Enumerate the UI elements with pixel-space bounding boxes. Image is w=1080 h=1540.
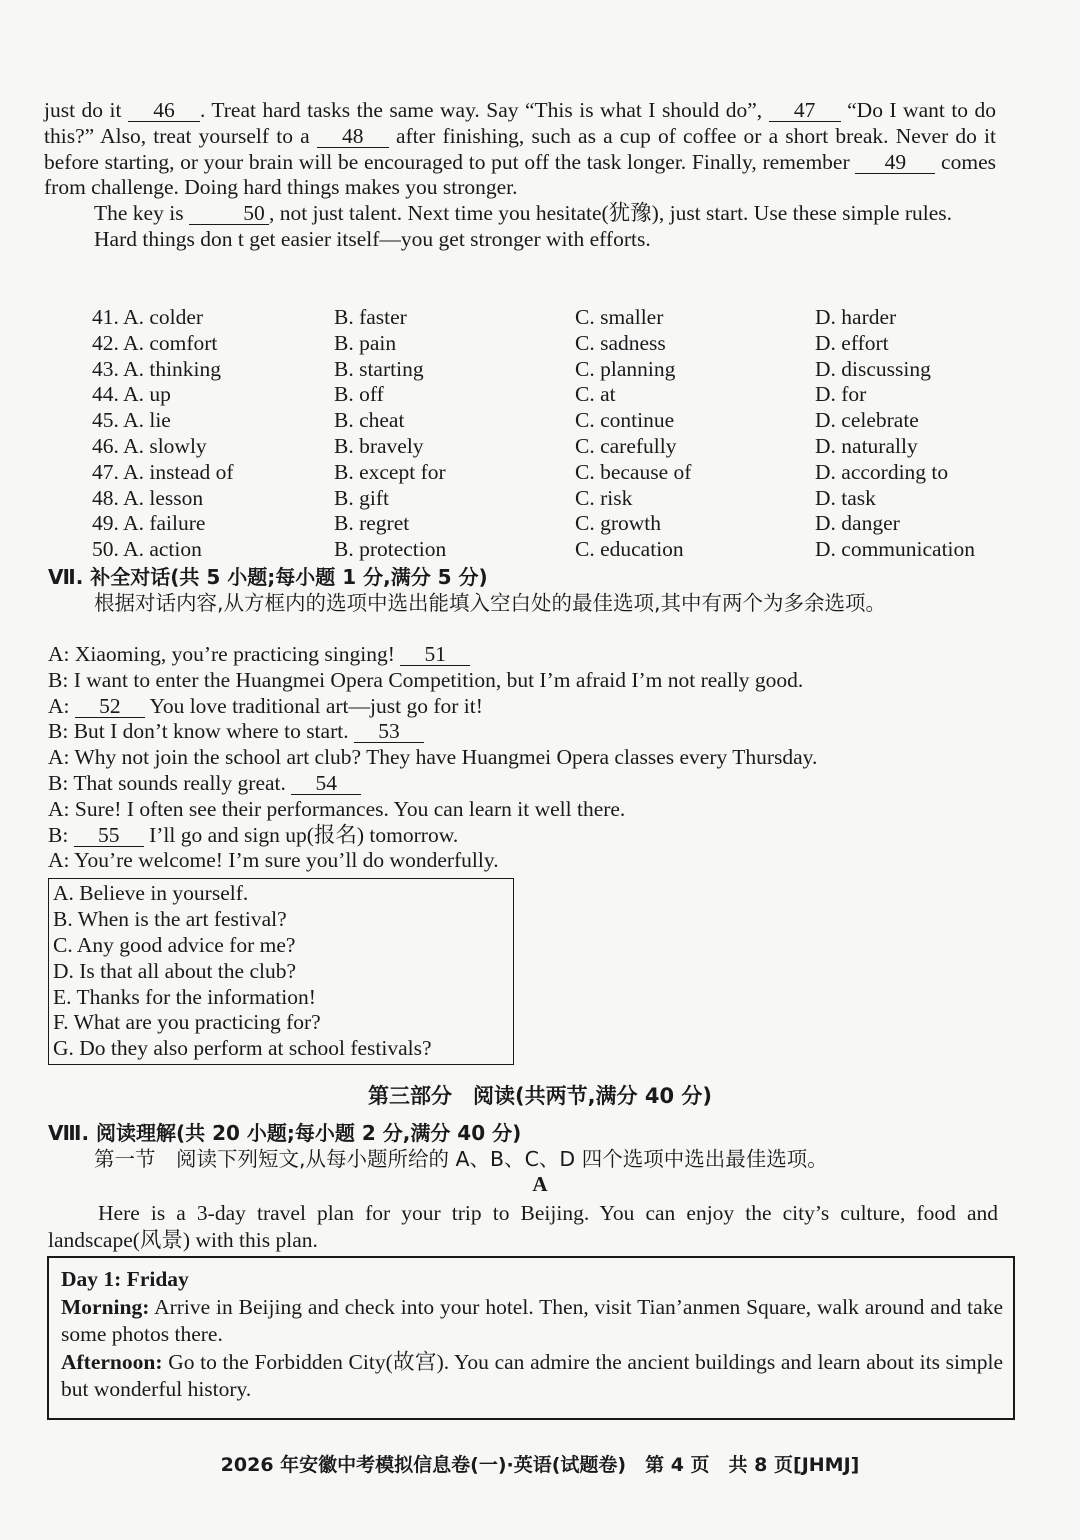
option-47-c: C. because of	[575, 459, 692, 484]
dialogue-text-after: You love traditional art—just go for it!	[144, 693, 483, 718]
option-row	[92, 486, 1002, 512]
speaker: A:	[48, 848, 70, 873]
option-row	[92, 382, 1002, 408]
blank-54: 54	[291, 772, 361, 795]
option-49-a: 49. A. failure	[92, 511, 206, 536]
option-49-b: B. regret	[334, 511, 410, 536]
option-48-a: 48. A. lesson	[92, 485, 204, 510]
choice-b: B. When is the art festival?	[53, 906, 287, 931]
option-49-c: C. growth	[575, 511, 661, 536]
option-42-b: B. pain	[334, 330, 397, 355]
option-row	[92, 305, 1002, 331]
option-45-c: C. continue	[575, 408, 675, 433]
option-41-c: C. smaller	[575, 305, 664, 329]
option-43-a: 43. A. thinking	[92, 356, 222, 381]
choice-f: F. What are you practicing for?	[53, 1010, 321, 1035]
passage-paragraph-3: Hard things don t get easier itself—you get stronger with efforts.	[94, 226, 651, 251]
option-43-c: C. planning	[575, 356, 676, 381]
blank-52: 52	[75, 695, 145, 718]
blank-46: 46	[128, 99, 200, 122]
speaker: A:	[48, 642, 70, 666]
dialogue-line	[48, 694, 998, 720]
option-row	[92, 357, 1002, 383]
option-42-a: 42. A. comfort	[92, 330, 218, 355]
section-7	[48, 564, 1000, 616]
dialogue-text: Xiaoming, you’re practicing singing!	[74, 642, 401, 666]
option-44-b: B. off	[334, 382, 384, 407]
option-41-d: D. harder	[815, 305, 897, 329]
plan-day: Day 1: Friday	[61, 1267, 189, 1291]
dialogue-text: That sounds really great.	[73, 770, 292, 795]
speaker: B:	[48, 770, 69, 795]
option-50-a: 50. A. action	[92, 537, 202, 562]
section-7-heading: Ⅶ. 补全对话(共 5 小题;每小题 1 分,满分 5 分)	[48, 565, 488, 589]
dialogue-text: You’re welcome! I’m sure you’ll do wonderfully.	[74, 848, 499, 873]
dialogue-line	[48, 719, 998, 745]
dialogue-text: But I don’t know where to start.	[73, 719, 354, 744]
option-row	[92, 408, 1002, 434]
option-43-b: B. starting	[334, 356, 424, 381]
speaker: A:	[48, 693, 70, 718]
dialogue-line	[48, 745, 998, 771]
speaker: B:	[48, 667, 69, 692]
option-47-a: 47. A. instead of	[92, 459, 234, 484]
speaker: A:	[48, 745, 70, 770]
blank-55: 55	[74, 824, 144, 847]
option-46-c: C. carefully	[575, 433, 677, 458]
section-8-heading: Ⅷ. 阅读理解(共 20 小题;每小题 2 分,满分 40 分)	[48, 1121, 522, 1145]
option-46-a: 46. A. slowly	[92, 433, 207, 458]
dialogue-line	[48, 642, 998, 668]
speaker: A:	[48, 796, 70, 821]
blank-51: 51	[400, 643, 470, 666]
dialogue-text: Why not join the school art club? They have Huangmei Opera classes every Thursday.	[74, 745, 818, 770]
option-46-d: D. naturally	[815, 433, 918, 458]
blank-53: 53	[354, 720, 424, 743]
choice-c: C. Any good advice for me?	[53, 932, 296, 957]
option-45-d: D. celebrate	[815, 408, 919, 433]
reading-intro	[48, 1200, 998, 1254]
option-41-a: 41. A. colder	[92, 305, 204, 329]
option-42-c: C. sadness	[575, 330, 666, 355]
choice-e: E. Thanks for the information!	[53, 984, 316, 1009]
option-48-c: C. risk	[575, 485, 633, 510]
choice-a: A. Believe in yourself.	[53, 881, 249, 905]
section-7-instruction: 根据对话内容,从方框内的选项中选出能填入空白处的最佳选项,其中有两个为多余选项。	[94, 591, 887, 615]
dialogue-line	[48, 848, 998, 874]
dialogue-text: Sure! I often see their performances. You can learn it well there.	[74, 796, 626, 821]
option-44-d: D. for	[815, 382, 867, 407]
section-8	[48, 1120, 1000, 1172]
option-48-b: B. gift	[334, 485, 389, 510]
option-48-d: D. task	[815, 485, 876, 510]
blank-47: 47	[769, 99, 841, 122]
passage-label: A	[532, 1172, 548, 1196]
blank-50: 50	[189, 202, 269, 225]
option-44-c: C. at	[575, 382, 616, 407]
option-50-d: D. communication	[815, 537, 976, 562]
cloze-options	[92, 305, 1002, 563]
choices-box	[48, 878, 514, 1065]
option-row	[92, 434, 1002, 460]
option-row	[92, 331, 1002, 357]
cloze-passage	[44, 98, 996, 253]
option-42-d: D. effort	[815, 330, 889, 355]
choice-g: G. Do they also perform at school festivals?	[53, 1036, 432, 1061]
option-43-d: D. discussing	[815, 356, 931, 381]
plan-afternoon: Afternoon: Go to the Forbidden City(故宫). You can admire the ancient buildings and learn about its simple but wonderful history.	[61, 1349, 1003, 1401]
speaker: B:	[48, 719, 69, 744]
option-row	[92, 511, 1002, 537]
choice-d: D. Is that all about the club?	[53, 958, 296, 983]
part-3-title: 第三部分 阅读(共两节,满分 40 分)	[367, 1084, 713, 1108]
option-49-d: D. danger	[815, 511, 900, 536]
speaker: B:	[48, 822, 69, 847]
dialogue	[48, 642, 998, 874]
passage-paragraph-2: The key is 50 , not just talent. Next time you hesitate(犹豫), just start. Use these simple rules.	[94, 201, 953, 226]
dialogue-line	[48, 771, 998, 797]
page-footer: 2026 年安徽中考模拟信息卷(一)·英语(试题卷) 第 4 页 共 8 页[JHMJ]	[220, 1454, 860, 1476]
option-row	[92, 537, 1002, 563]
option-47-d: D. according to	[815, 459, 949, 484]
option-50-b: B. protection	[334, 537, 447, 562]
passage-paragraph-1: just do it 46 . Treat hard tasks the same way. Say “This is what I should do”, 47 “Do I want to do this?” Also, treat yourself to a 48 after finishing, such as a cup of coffee or a short break. Never do it before starting, or your brain will be encouraged to put off the task longer. Finally, remember 49 comes from challenge. Doing hard things makes you stronger.	[44, 98, 997, 200]
intro-text: Here is a 3-day travel plan for your trip to Beijing. You can enjoy the city’s culture, food and landscape(风景) with this plan.	[48, 1201, 998, 1252]
plan-morning: Morning: Arrive in Beijing and check into your hotel. Then, visit Tian’anmen Square, walk around and take some photos there.	[61, 1294, 1003, 1346]
option-45-a: 45. A. lie	[92, 408, 171, 433]
option-row	[92, 460, 1002, 486]
option-50-c: C. education	[575, 537, 684, 562]
blank-49: 49	[855, 151, 935, 174]
section-8-instruction: 第一节 阅读下列短文,从每小题所给的 A、B、C、D 四个选项中选出最佳选项。	[94, 1147, 828, 1171]
option-45-b: B. cheat	[334, 408, 405, 433]
dialogue-text: I want to enter the Huangmei Opera Competition, but I’m afraid I’m not really good.	[73, 667, 804, 692]
option-41-b: B. faster	[334, 305, 407, 329]
dialogue-line	[48, 797, 998, 823]
option-46-b: B. bravely	[334, 433, 424, 458]
dialogue-text-after: I’ll go and sign up(报名) tomorrow.	[143, 822, 459, 847]
travel-plan-box	[47, 1256, 1015, 1420]
dialogue-line	[48, 823, 998, 849]
option-47-b: B. except for	[334, 459, 446, 484]
blank-48: 48	[317, 125, 389, 148]
dialogue-line	[48, 668, 998, 694]
option-44-a: 44. A. up	[92, 382, 171, 407]
